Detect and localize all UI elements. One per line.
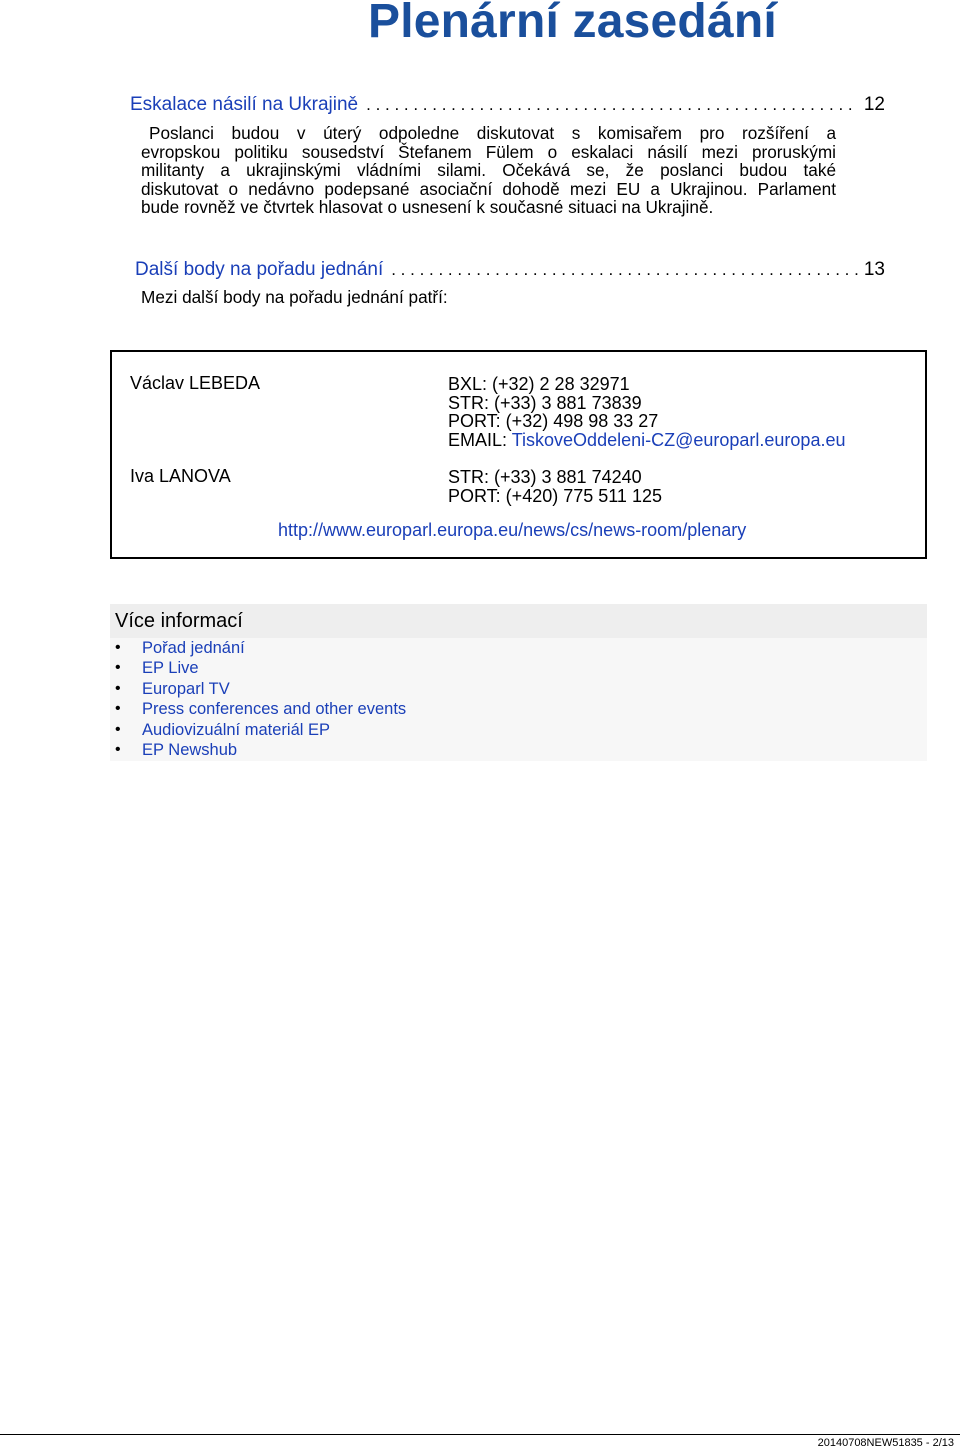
link-audiovisual[interactable]: Audiovizuální materiál EP xyxy=(142,720,331,739)
link-ep-live[interactable]: EP Live xyxy=(142,659,199,678)
contact-phone-str: STR: (+33) 3 881 74240 xyxy=(448,467,642,487)
link-europarl-tv[interactable]: Europarl TV xyxy=(142,679,230,698)
summary-line: militanty a ukrajinskými vládními silami. Očekává se, že poslanci budou také xyxy=(141,160,836,181)
toc-entry-other-items xyxy=(135,259,885,283)
contact-details xyxy=(448,375,845,449)
page-title: Plenární zasedání xyxy=(368,0,777,48)
bullet-icon: • xyxy=(115,720,121,738)
press-contact-box xyxy=(110,350,927,559)
summary-line: Poslanci budou v úterý odpoledne diskutovat s komisařem pro rozšíření a xyxy=(149,123,836,143)
summary-line: diskutovat o nedávno podepsané asociační dohodě mezi EU a Ukrajinou. Parlament xyxy=(141,178,836,199)
more-info-title: Více informací xyxy=(115,610,243,632)
bullet-icon: • xyxy=(115,639,121,656)
toc-link-ukraine[interactable]: Eskalace násilí na Ukrajině xyxy=(130,94,359,115)
link-ep-newshub[interactable]: EP Newshub xyxy=(142,740,238,759)
contact-name: Iva LANOVA xyxy=(130,466,231,486)
contact-details xyxy=(448,468,662,505)
toc-dot-leader xyxy=(366,95,858,115)
toc-page-number: 13 xyxy=(863,259,885,280)
contact-phone-str: STR: (+33) 3 881 73839 xyxy=(448,392,642,413)
contact-name: Václav LEBEDA xyxy=(130,373,261,393)
bullet-icon: • xyxy=(115,700,121,718)
more-info-panel xyxy=(110,638,927,761)
summary-line: bude rovněž ve čtvrtek hlasovat o usnesení k současné situaci na Ukrajině. xyxy=(141,197,714,218)
contact-phone-port: PORT: (+32) 498 98 33 27 xyxy=(448,411,659,432)
toc-summary-other-items xyxy=(141,288,448,307)
contact-phone-bxl: BXL: (+32) 2 28 32971 xyxy=(448,374,630,394)
toc-entry-ukraine xyxy=(130,94,885,118)
link-press-conferences[interactable]: Press conferences and other events xyxy=(142,700,407,719)
summary-line: Mezi další body na pořadu jednání patří: xyxy=(141,287,448,307)
toc-page-number: 12 xyxy=(863,94,885,115)
plenary-news-link[interactable]: http://www.europarl.europa.eu/news/cs/news-room/plenary xyxy=(278,520,747,540)
link-agenda[interactable]: Pořad jednání xyxy=(142,639,245,657)
summary-line: evropskou politiku sousedství Štefanem Fülem o eskalaci násilí mezi proruskými xyxy=(141,141,836,162)
contact-email-line xyxy=(448,431,845,450)
toc-link-other-items[interactable]: Další body na pořadu jednání xyxy=(135,259,384,280)
bullet-icon: • xyxy=(115,659,121,677)
contact-email-link[interactable]: TiskoveOddeleni-CZ@europarl.europa.eu xyxy=(511,429,846,450)
footer-reference: 20140708NEW51835 - 2/13 xyxy=(817,1437,954,1449)
more-info-header xyxy=(110,604,927,638)
bullet-icon: • xyxy=(115,740,121,758)
contact-email-label: EMAIL: xyxy=(448,429,512,450)
contact-phone-port: PORT: (+420) 775 511 125 xyxy=(448,485,662,506)
toc-summary-ukraine xyxy=(141,124,836,217)
toc-dot-leader xyxy=(391,260,858,280)
bullet-icon: • xyxy=(115,679,121,697)
footer-divider xyxy=(0,1434,960,1435)
